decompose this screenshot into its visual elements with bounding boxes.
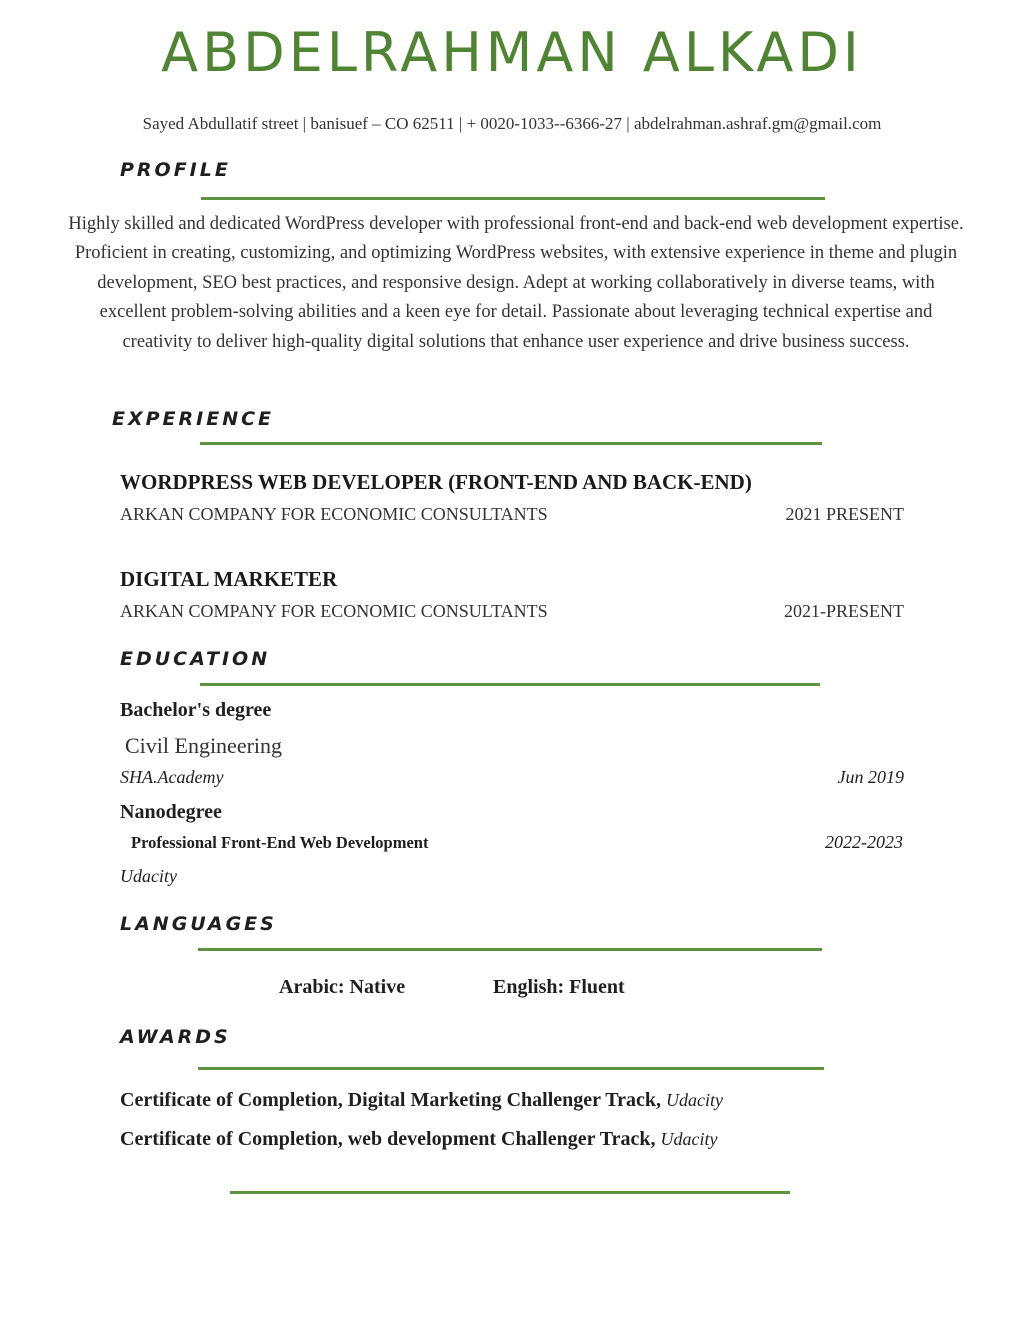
experience-divider [200, 442, 822, 445]
language-item: English: Fluent [493, 976, 625, 998]
award-item: Certificate of Completion, web development Challenger Track, Udacity [120, 1128, 718, 1150]
profile-heading: PROFILE [120, 159, 231, 181]
school-name: Udacity [120, 866, 177, 886]
candidate-name: ABDELRAHMAN ALKADI [161, 21, 863, 84]
awards-heading: AWARDS [120, 1026, 231, 1048]
job-dates: 2021-PRESENT [783, 601, 904, 621]
school-name: SHA.Academy [120, 767, 224, 787]
job-company: ARKAN COMPANY FOR ECONOMIC CONSULTANTS [120, 601, 548, 621]
job-company: ARKAN COMPANY FOR ECONOMIC CONSULTANTS [120, 504, 548, 524]
education-heading: EDUCATION [120, 648, 271, 670]
footer-divider [230, 1191, 790, 1194]
education-divider [200, 683, 820, 686]
language-item: Arabic: Native [279, 976, 406, 998]
degree-title: Bachelor's degree [120, 699, 272, 721]
graduation-date: 2022-2023 [825, 832, 903, 852]
degree-field: Professional Front-End Web Development [131, 833, 429, 852]
awards-divider [198, 1067, 824, 1070]
award-title: Certificate of Completion, Digital Marketing Challenger Track [120, 1089, 657, 1111]
graduation-date: Jun 2019 [837, 767, 904, 787]
award-source: Udacity [666, 1090, 723, 1110]
job-title: WORDPRESS WEB DEVELOPER (FRONT-END AND BACK-END) [120, 470, 752, 494]
job-title: DIGITAL MARKETER [120, 567, 338, 591]
award-item: Certificate of Completion, Digital Marketing Challenger Track, Udacity [120, 1089, 723, 1111]
profile-divider [201, 197, 825, 200]
award-source: Udacity [660, 1129, 718, 1149]
degree-title: Nanodegree [120, 801, 222, 823]
languages-divider [198, 948, 822, 951]
experience-heading: EXPERIENCE [112, 408, 275, 430]
job-dates: 2021 PRESENT [785, 504, 904, 524]
contact-info: Sayed Abdullatif street | banisuef – CO 62511 | + 0020-1033--6366-27 | abdelrahman.ashraf.gm@gmail.com [142, 114, 882, 133]
degree-field: Civil Engineering [125, 733, 283, 758]
profile-summary: Highly skilled and dedicated WordPress developer with professional front-end and back-end web development expertise. Proficient in creating, customizing, and optimizing WordPress websites, with extensive experience in theme and plugin development, SEO best practices, and responsive design. Adept at working collaboratively in diverse teams, with excellent problem-solving abilities and a keen eye for detail. Passionate about leveraging technical expertise and creativity to deliver high-quality digital solutions that enhance user experience and drive business success. [68, 214, 964, 352]
award-title: Certificate of Completion, web development Challenger Track [120, 1128, 651, 1150]
languages-heading: LANGUAGES [120, 913, 277, 935]
